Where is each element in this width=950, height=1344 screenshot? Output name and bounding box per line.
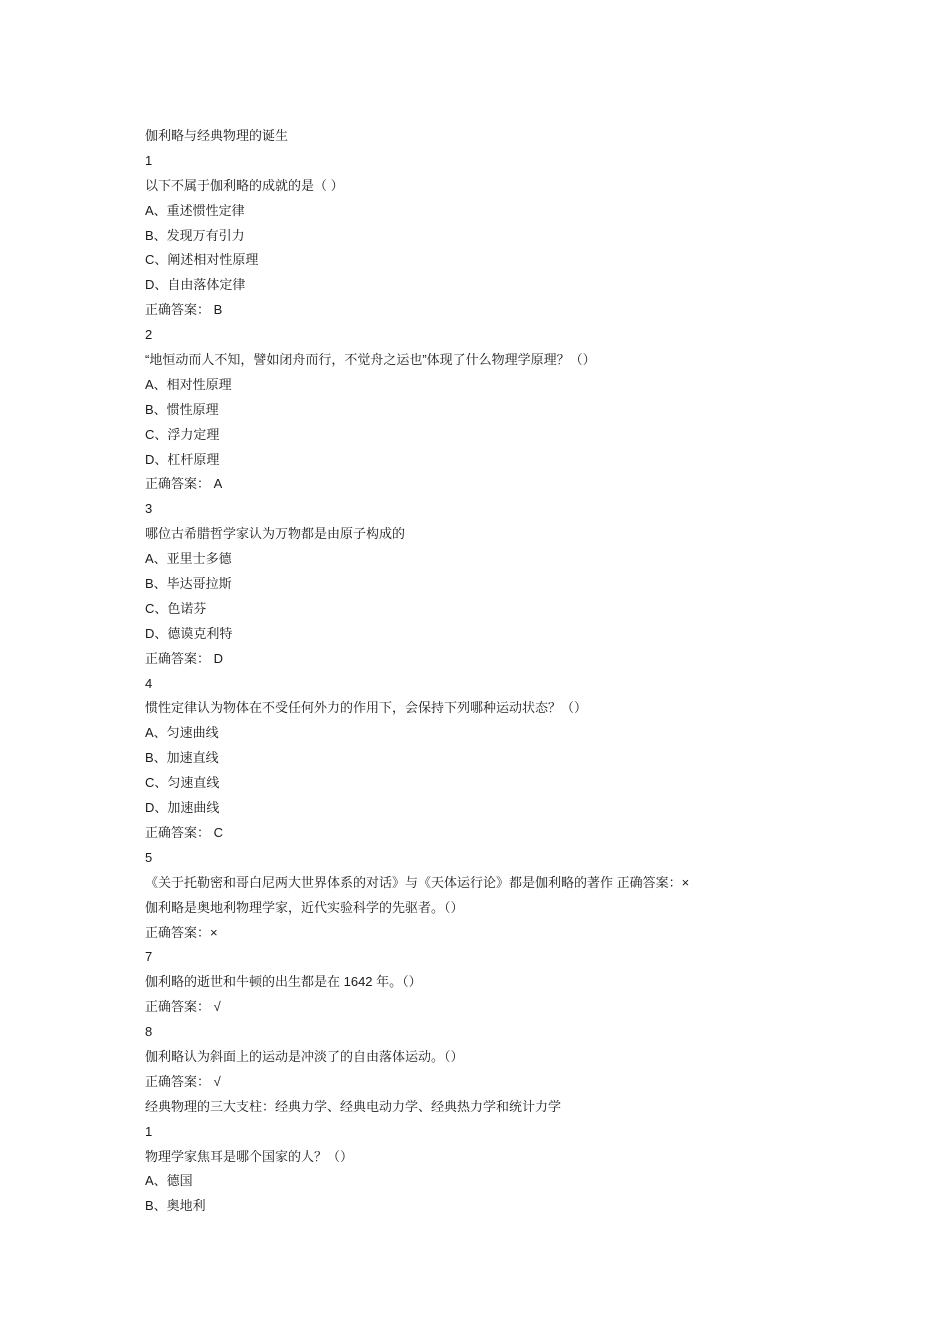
text-line: 正确答案： √ bbox=[145, 1073, 221, 1089]
text-line: B、加速直线 bbox=[145, 750, 219, 766]
text-line: A、德国 bbox=[145, 1173, 193, 1189]
text-line: 伽利略认为斜面上的运动是冲淡了的自由落体运动。（） bbox=[145, 1048, 464, 1064]
text-line: 伽利略是奥地利物理学家，近代实验科学的先驱者。（） bbox=[145, 899, 464, 915]
text-line: C、浮力定理 bbox=[145, 426, 220, 442]
text-line: D、杠杆原理 bbox=[145, 451, 220, 467]
text-line: 物理学家焦耳是哪个国家的人？（） bbox=[145, 1148, 354, 1164]
text-line: 正确答案： B bbox=[145, 302, 223, 318]
text-line: C、阐述相对性原理 bbox=[145, 252, 259, 268]
text-line: 哪位古希腊哲学家认为万物都是由原子构成的 bbox=[145, 526, 406, 542]
text-line: 伽利略的逝世和牛顿的出生都是在 1642 年。（） bbox=[145, 974, 422, 990]
text-line: 1 bbox=[145, 1123, 153, 1139]
text-line: B、奥地利 bbox=[145, 1198, 206, 1214]
text-line: 2 bbox=[145, 327, 153, 343]
text-line: B、发现万有引力 bbox=[145, 227, 245, 243]
text-line: 伽利略与经典物理的诞生 bbox=[145, 128, 289, 143]
text-line: 正确答案：× bbox=[145, 924, 218, 940]
text-line: 经典物理的三大支柱：经典力学、经典电动力学、经典热力学和统计力学 bbox=[145, 1098, 562, 1114]
text-line: A、重述惯性定律 bbox=[145, 202, 245, 218]
text-line: 3 bbox=[145, 501, 153, 517]
text-line: 正确答案： C bbox=[145, 824, 224, 840]
text-line: 正确答案： D bbox=[145, 650, 224, 666]
text-line: C、匀速直线 bbox=[145, 775, 220, 791]
text-line: 以下不属于伽利略的成就的是（ ） bbox=[145, 177, 344, 193]
text-line: B、惯性原理 bbox=[145, 401, 219, 417]
text-line: A、匀速曲线 bbox=[145, 725, 219, 741]
text-line: 《关于托勒密和哥白尼两大世界体系的对话》与《天体运行论》都是伽利略的著作 正确答案：× bbox=[145, 874, 690, 890]
text-line: C、色诺芬 bbox=[145, 600, 207, 616]
text-line: A、亚里士多德 bbox=[145, 551, 232, 567]
text-line: 8 bbox=[145, 1024, 153, 1040]
text-line: A、相对性原理 bbox=[145, 376, 232, 392]
text-line: 7 bbox=[145, 949, 153, 965]
text-line: 5 bbox=[145, 849, 153, 865]
text-line: D、德谟克利特 bbox=[145, 625, 233, 641]
text-line: 正确答案： √ bbox=[145, 999, 221, 1015]
text-line: B、毕达哥拉斯 bbox=[145, 576, 232, 592]
text-line: 正确答案： A bbox=[145, 476, 223, 492]
document-body bbox=[145, 124, 845, 1219]
text-line: 惯性定律认为物体在不受任何外力的作用下，会保持下列哪种运动状态？（） bbox=[145, 700, 588, 716]
text-line: 1 bbox=[145, 152, 153, 168]
text-line: 4 bbox=[145, 675, 153, 691]
text-line: “地恒动而人不知，譬如闭舟而行，不觉舟之运也”体现了什么物理学原理？（） bbox=[145, 352, 596, 368]
text-line: D、加速曲线 bbox=[145, 800, 220, 816]
text-line: D、自由落体定律 bbox=[145, 277, 246, 293]
